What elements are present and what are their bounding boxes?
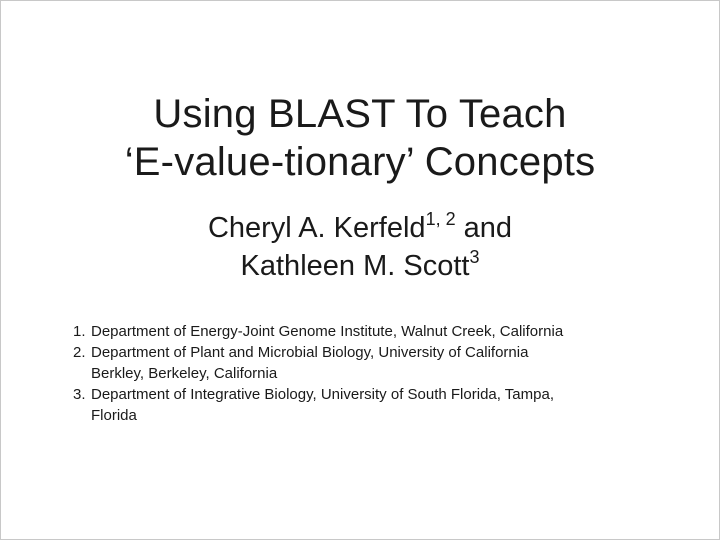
author-1-name: Cheryl A. Kerfeld [207, 212, 426, 244]
slide-title [1, 90, 719, 186]
title-line-2: ‘E-value-tionary’ Concepts [124, 139, 596, 184]
author-2-affiliation-marks: 3 [469, 247, 480, 267]
affiliation-text: Department of Integrative Biology, University of South Florida, Tampa, [91, 386, 555, 403]
authors-conjunction: and [455, 212, 513, 244]
affiliations-list [73, 321, 653, 426]
affiliation-item [73, 321, 653, 342]
affiliation-item [73, 342, 653, 384]
affiliation-number: 3. [73, 386, 86, 403]
author-2-name: Kathleen M. Scott [240, 250, 470, 282]
affiliation-item [73, 384, 653, 426]
affiliation-text-continuation: Florida [91, 407, 137, 424]
authors-block [1, 209, 719, 285]
affiliation-text: Department of Energy-Joint Genome Institute, Walnut Creek, California [91, 323, 564, 340]
title-line-1: Using BLAST To Teach [153, 91, 567, 136]
affiliation-text-continuation: Berkley, Berkeley, California [91, 365, 278, 382]
authors-line-1 [1, 209, 719, 247]
affiliation-number: 2. [73, 344, 86, 361]
affiliation-number: 1. [73, 323, 86, 340]
author-1-affiliation-marks: 1, 2 [425, 209, 456, 229]
authors-line-2 [1, 247, 719, 285]
affiliation-text: Department of Plant and Microbial Biology, University of California [91, 344, 529, 361]
